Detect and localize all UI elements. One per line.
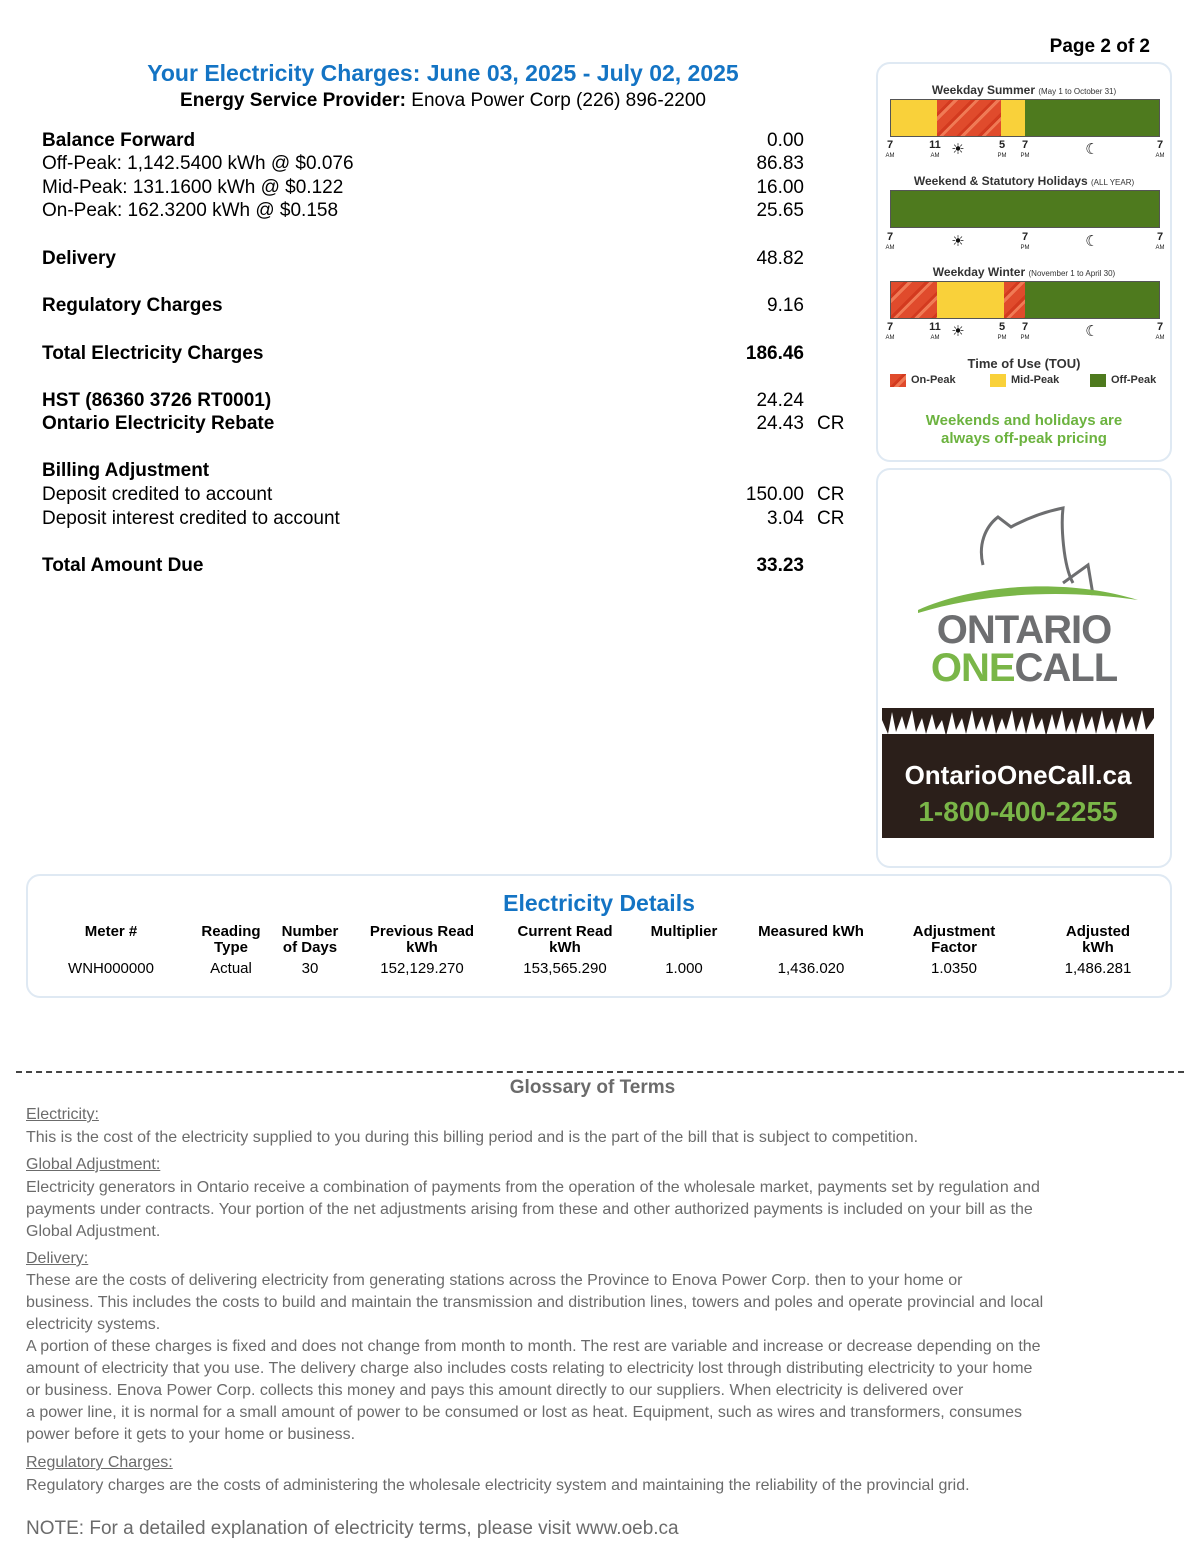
off-peak-label: Off-Peak [1111, 374, 1157, 386]
charge-amount: 16.00 [756, 177, 804, 198]
charge-amount: 86.83 [756, 153, 804, 174]
summer-axis [885, 139, 1165, 170]
summer-range: (May 1 to October 31) [1038, 87, 1117, 96]
charge-amount: 150.00 [745, 484, 804, 505]
charge-row [42, 248, 852, 272]
charge-label: Deposit interest credited to account [42, 508, 340, 529]
weekend-heading [878, 174, 1170, 188]
tick-7am: 7 AM [885, 231, 895, 251]
charge-label: On-Peak: 162.3200 kWh @ $0.158 [42, 200, 339, 221]
charge-row [42, 390, 852, 414]
number-of-days: 30 [301, 960, 319, 977]
credit-marker: CR [817, 413, 845, 434]
weekend-note [878, 412, 1170, 448]
onecall-wordmark [878, 648, 1170, 688]
moon-icon: ☾ [1085, 323, 1099, 340]
moon-icon: ☾ [1085, 233, 1099, 250]
winter-on-peak-pm [1004, 282, 1025, 318]
tou-panel [876, 62, 1172, 462]
col-header: Measured kWh [758, 923, 864, 940]
charge-label: Deposit credited to account [42, 484, 273, 505]
one-word: ONE [930, 646, 1015, 690]
weekend-range: (ALL YEAR) [1091, 178, 1135, 187]
winter-off-peak [1025, 282, 1159, 318]
summer-on-peak [937, 100, 1001, 136]
tick-7am-end: 7 AM [1155, 231, 1165, 251]
measured-kwh: 1,436.020 [777, 960, 845, 977]
charge-amount: 25.65 [756, 200, 804, 221]
grass-icon [882, 708, 1154, 748]
glossary-term: Regulatory Charges: [26, 1454, 173, 1471]
tick-7pm: 7 PM [1020, 321, 1030, 341]
glossary-definition: Regulatory charges are the costs of administering the wholesale electricity system and maintaining the reliability of the provincial grid. [26, 1477, 970, 1494]
glossary-term: Global Adjustment: [26, 1156, 161, 1173]
glossary-term: Electricity: [26, 1106, 99, 1123]
charge-amount: 33.23 [756, 555, 804, 576]
winter-mid-peak [937, 282, 1004, 318]
charge-row [42, 177, 852, 201]
col-header: Number of Days [281, 923, 339, 956]
ad-phone: 1-800-400-2255 [918, 796, 1118, 827]
charge-amount: 9.16 [767, 295, 804, 316]
tou-legend-title: Time of Use (TOU) [967, 356, 1081, 371]
summer-bar [890, 99, 1160, 137]
col-header: Meter # [84, 923, 138, 940]
glossary-definition: This is the cost of the electricity supplied to you during this billing period and is the part of the bill that is subject to competition. [26, 1129, 919, 1146]
tou-legend [890, 373, 1165, 389]
ad-url: OntarioOneCall.ca [904, 760, 1132, 790]
summer-mid-peak-am [891, 100, 937, 136]
charge-label: Total Amount Due [42, 555, 204, 576]
provider-label: Energy Service Provider: [180, 90, 407, 111]
tick-7pm: 7 PM [1020, 231, 1030, 251]
weekend-note-line: always off-peak pricing [941, 430, 1107, 447]
charge-row [42, 295, 852, 319]
tick-7am: 7 AM [885, 321, 895, 341]
charge-label: Delivery [42, 248, 116, 269]
charge-row [42, 413, 852, 437]
on-peak-swatch [890, 374, 906, 387]
charge-label: Total Electricity Charges [42, 343, 264, 364]
summer-off-peak [1025, 100, 1159, 136]
winter-on-peak-am [891, 282, 937, 318]
charge-row [42, 460, 852, 484]
glossary-title: Glossary of Terms [509, 1077, 676, 1098]
winter-range: (November 1 to April 30) [1028, 269, 1116, 278]
meter-number: WNH000000 [68, 960, 154, 977]
tick-7am: 7 AM [885, 139, 895, 159]
weekend-title: Weekend & Statutory Holidays [913, 174, 1088, 188]
current-read: 153,565.290 [523, 960, 607, 977]
summer-heading [878, 83, 1170, 97]
ad-banner [882, 708, 1154, 838]
glossary-definition: Electricity generators in Ontario receive a combination of payments from the operation of the wholesale market, payments set by regulation and payments under contracts. Your portion of the net adjustments arising from these and other authorized payments is included on your bill as the Global Adjustment. [26, 1179, 1040, 1240]
tick-7pm: 7 PM [1020, 139, 1030, 159]
reading-type: Actual [210, 960, 252, 977]
weekend-note-line: Weekends and holidays are [925, 412, 1123, 429]
col-header: Reading Type [201, 923, 261, 956]
sun-icon: ☀ [951, 141, 965, 158]
charge-label: Billing Adjustment [42, 460, 210, 481]
call-word: CALL [1014, 646, 1118, 690]
tick-7am-end: 7 AM [1155, 321, 1165, 341]
charge-amount: 24.43 [756, 413, 804, 434]
credit-marker: CR [817, 484, 845, 505]
charge-row [42, 484, 852, 508]
previous-read: 152,129.270 [380, 960, 464, 977]
sun-icon: ☀ [951, 323, 965, 340]
winter-bar [890, 281, 1160, 319]
charge-row [42, 130, 852, 154]
weekend-off-peak [891, 191, 1159, 227]
adjustment-factor: 1.0350 [931, 960, 977, 977]
charge-amount: 3.04 [767, 508, 804, 529]
oeb-note: NOTE: For a detailed explanation of electricity terms, please visit www.oeb.ca [26, 1518, 679, 1539]
on-peak-label: On-Peak [911, 374, 956, 386]
page-number: Page 2 of 2 [1049, 36, 1150, 57]
charge-label: Mid-Peak: 131.1600 kWh @ $0.122 [42, 177, 344, 198]
charge-amount: 24.24 [756, 390, 804, 411]
charge-label: Ontario Electricity Rebate [42, 413, 275, 434]
winter-title: Weekday Winter [932, 265, 1026, 279]
charge-label: Balance Forward [42, 130, 196, 151]
moon-icon: ☾ [1085, 141, 1099, 158]
winter-axis [885, 321, 1165, 352]
charges-title: Your Electricity Charges: June 03, 2025 - July 02, 2025 [147, 60, 739, 86]
weekend-bar [890, 190, 1160, 228]
adjusted-kwh: 1,486.281 [1064, 960, 1132, 977]
mid-peak-label: Mid-Peak [1011, 374, 1060, 386]
col-header: Adjustment Factor [912, 923, 996, 956]
charge-row [42, 343, 852, 367]
charge-label: Regulatory Charges [42, 295, 223, 316]
glossary-term: Delivery: [26, 1250, 89, 1267]
col-header: Current Read kWh [517, 923, 613, 956]
tick-5pm: 5 PM [997, 139, 1007, 159]
tear-line [16, 1071, 1184, 1073]
col-header: Adjusted kWh [1065, 923, 1131, 956]
sun-icon: ☀ [951, 233, 965, 250]
tick-7am-end: 7 AM [1155, 139, 1165, 159]
ontario-one-call-logo-icon [913, 505, 1143, 615]
mid-peak-swatch [990, 374, 1006, 387]
charge-row [42, 508, 852, 532]
charge-row [42, 200, 852, 224]
off-peak-swatch [1090, 374, 1106, 387]
winter-heading [878, 265, 1170, 279]
charge-row [42, 555, 852, 579]
summer-title: Weekday Summer [931, 83, 1035, 97]
summer-mid-peak-pm [1001, 100, 1025, 136]
ontario-one-call-ad [876, 468, 1172, 868]
credit-marker: CR [817, 508, 845, 529]
ontario-wordmark: ONTARIO [936, 608, 1112, 652]
col-header: Previous Read kWh [369, 923, 475, 956]
charge-amount: 186.46 [745, 343, 804, 364]
electricity-details-panel [26, 874, 1172, 998]
charge-amount: 48.82 [756, 248, 804, 269]
provider-value: Enova Power Corp (226) 896-2200 [411, 90, 706, 111]
weekend-axis [885, 231, 1165, 262]
tick-5pm: 5 PM [997, 321, 1007, 341]
glossary-definition: These are the costs of delivering electricity from generating stations across the Province to Enova Power Corp. then to your home or business. This includes the costs to build and maintain the transmission and distribution lines, towers and poles and operate provincial and local electricity systems. A portion of these charges is fixed and does not change from month to month. The rest are variable and increase or decrease depending on the amount of electricity that you use. The delivery charge also includes costs relating to electricity lost through distributing electricity to your home or business. Enova Power Corp. collects this money and pays this amount directly to our suppliers. When electricity is delivered over a power line, it is normal for a small amount of power to be consumed or lost as heat. Equipment, such as wires and transformers, consumes power before it gets to your home or business. [26, 1272, 1044, 1443]
charge-amount: 0.00 [767, 130, 804, 151]
multiplier: 1.000 [665, 960, 703, 977]
service-provider [40, 90, 846, 112]
charge-label: HST (86360 3726 RT0001) [42, 390, 272, 411]
charge-label: Off-Peak: 1,142.5400 kWh @ $0.076 [42, 153, 354, 174]
tick-11am: 11 AM [929, 139, 941, 159]
charge-row [42, 153, 852, 177]
tick-11am: 11 AM [929, 321, 941, 341]
col-header: Multiplier [650, 923, 718, 940]
details-title: Electricity Details [503, 890, 695, 916]
